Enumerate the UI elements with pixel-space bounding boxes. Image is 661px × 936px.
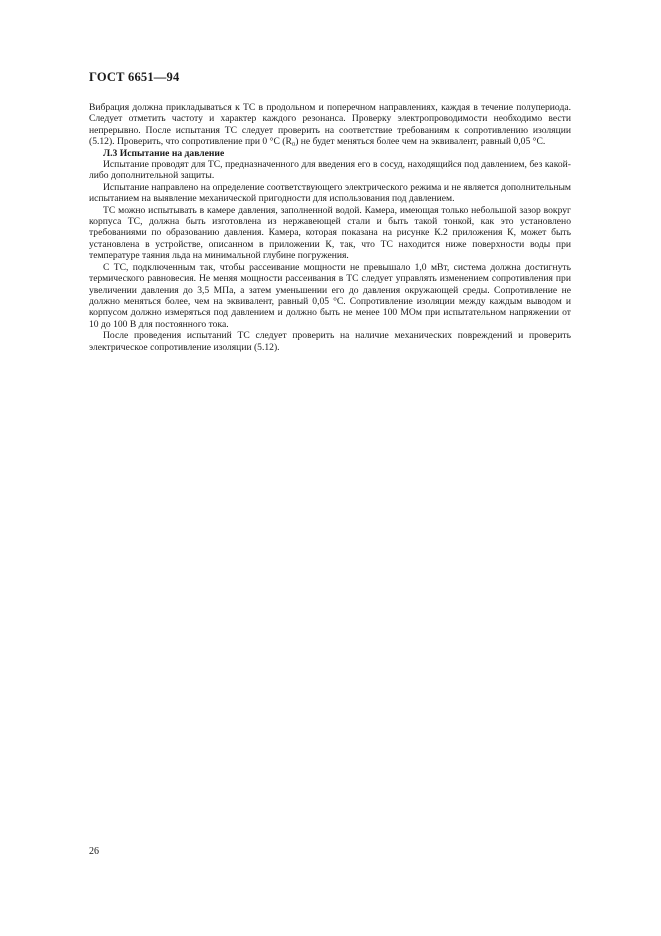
page-number: 26 bbox=[89, 846, 99, 857]
paragraph: ТС можно испытывать в камере давления, заполненной водой. Камера, имеющая только небольшой зазор вокруг корпуса ТС, должна быть изготовлена из нержавеющей стали и быть такой тонкой, как это установлено требованиями по образованию давления. Камера, которая показана на рисунке К.2 приложения К, может быть установлена в устройстве, описанном в приложении К, так, что ТС находится ниже поверхности воды при температуре таяния льда на минимальной глубине погружения. bbox=[89, 204, 571, 262]
paragraph-vibration: Вибрация должна прикладываться к ТС в продольном и поперечном направлениях, каждая в течение полупериода. Следует отметить частоту и характер каждого резонанса. Проверку электропроводимости необходимо вести непрерывно. После испытания ТС следует проверить на соответствие требованиям к сопротивлению изоляции (5.12). Проверить, что сопротивление при 0 °С (R₀) не будет меняться более чем на эквивалент, равный 0,05 °С. bbox=[89, 102, 571, 148]
paragraph: С ТС, подключенным так, чтобы рассеивание мощности не превышало 1,0 мВт, система должна достигнуть термического равновесия. Не меняя мощности рассеивания в ТС следует управлять изменением сопротивления при увеличении давления до 3,5 МПа, а затем уменьшении его до давления окружающей среды. Сопротивление не должно меняться более, чем на эквивалент, равный 0,05 °С. Сопротивление изоляции между каждым выводом и корпусом должно измеряться под давлением и должно быть не менее 100 МОм при испытательном напряжении от 10 до 100 В для постоянного тока. bbox=[89, 261, 571, 330]
document-header: ГОСТ 6651—94 bbox=[89, 70, 180, 84]
section-title: Л.3 Испытание на давление bbox=[103, 147, 225, 159]
document-body bbox=[89, 102, 571, 353]
paragraph: Испытание направлено на определение соответствующего электрического режима и не является дополнительным испытанием на выявление механической пригодности для использования под давлением. bbox=[89, 181, 571, 205]
paragraph: После проведения испытаний ТС следует проверить на наличие механических повреждений и проверить электрическое сопротивление изоляции (5.12). bbox=[89, 330, 571, 353]
paragraph: Испытание проводят для ТС, предназначенного для введения его в сосуд, находящийся под давлением, без какой-либо дополнительной защиты. bbox=[89, 159, 571, 182]
